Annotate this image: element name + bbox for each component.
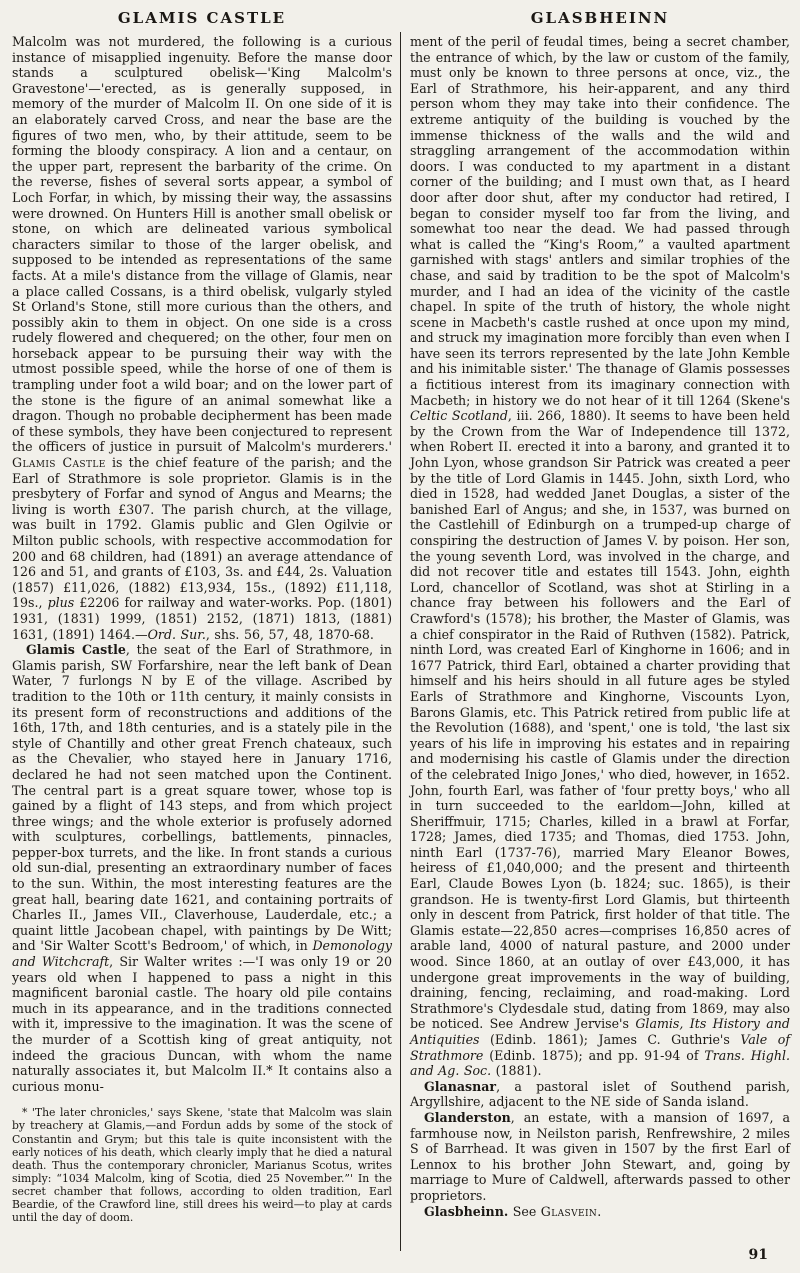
text-segment: , iii. 266, 1880). It seems to have been held by the Crown from the War of Independence till 1372, when Robert II. erected it into a barony, and granted it to John Lyon, whose grandson Sir Patrick was created a peer by the title of Lord Glamis in 1445. John, sixth Lord, who died in 1528, had wedded Janet Douglas, a sister of the banished Earl of Angus; and she, in 1537, was burned on the Castlehill of Edinburgh on a trumped-up charge of conspiring the destruction of James V. by poison. Her son, the young seventh Lord, was involved in the charge, and did not recover title and estates till 1543. John, eighth Lord, chancellor of Scotland, was shot at Stirling in a chance fray between his followers and the Earl of Crawford's (1578); his brother, the Master of Glamis, was a chief conspirator in the Raid of Ruthven (1582). Patrick, ninth Lord, was created Earl of Kinghorne in 1606; and in 1677 Patrick, third Earl, obtained a charter providing that himself and his heirs should in all future ages be styled Earls of Strathmore and Kinghorne, Viscounts Lyon, Barons Glamis, etc. This Patrick retired from public life at the Revolution (1688), and 'spent,' one is told, 'the last six years of his life in improving his estates and in repairing and modernising his castle of Glamis under the direction of the celebrated Inigo Jones,' who died, however, in 1652. John, fourth Earl, was father of 'four pretty boys,' who all in turn succeeded to the earldom—John, killed at Sheriffmuir, 1715; Charles, killed in a brawl at Forfar, 1728; James, died 1735; and Thomas, died 1753. John, ninth Earl (1737-76), married Mary Eleanor Bowes, heiress of £1,040,000; and the present and thirteenth Earl, Claude Bowes Lyon (b. 1824; suc. 1865), is their grandson. He is twenty-first Lord Glamis, but thirteenth only in descent from Patrick, first holder of that title. The Glamis estate—22,850 acres—comprises 16,850 acres of arable land, 4000 of natural pasture, and 2000 under wood. Since 1860, at an outlay of over £43,000, it has undergone great improvements in the way of building, draining, fencing, reclaiming, and road-making. Lord Strathmore's Clydesdale stud, dating from 1869, may also be noticed. See Andrew Jervise's xyxy=(410,408,791,1032)
footnote xyxy=(12,1106,392,1224)
text-segment: Glamis Castle xyxy=(26,642,126,658)
text-segment: plus xyxy=(47,595,75,611)
text-segment: (1881). xyxy=(491,1063,542,1079)
entry-glanderston xyxy=(410,1110,790,1204)
page-number: 91 xyxy=(748,1247,768,1263)
entry-glanasnar xyxy=(410,1079,790,1110)
text-segment: See xyxy=(508,1203,541,1219)
text-segment: , the seat of the Earl of Strathmore, in Glamis parish, SW Forfarshire, near the left bank of Dean Water, 7 furlongs N by E of the village. Ascribed by tradition to the 10th or 11th century, it mainly consists in its present form of reconstructions and additions of the 16th, 17th, and 18th centuries, and is a stately pile in the style of Chantilly and other great French chateaux, such as the Chevalier, who stayed here in January 1716, declared he had not seen matched upon the Continent. The central part is a great square tower, whose top is gained by a flight of 143 steps, and from which project three wings; and the whole exterior is profusely adorned with sculptures, corbellings, battlements, pinnacles, pepper-box turrets, and the like. In front stands a curious old sun-dial, presenting an extraordinary number of faces to the sun. Within, the most interesting features are the great hall, bearing date 1621, and containing portraits of Charles II., James VII., Claverhouse, Lauderdale, etc.; a quaint little Jacobean chapel, with paintings by De Witt; and 'Sir Walter Scott's Bedroom,' of which, in xyxy=(12,642,392,954)
right-column xyxy=(401,5,790,1273)
text-segment: . xyxy=(597,1203,602,1219)
entry-glasbheinn xyxy=(410,1204,790,1220)
text-segment: , Sir Walter writes :—'I was only 19 or 20 years old when I happened to pass a night in this magnificent baronial castle. The hoary old pile contains much in its appearance, and in the traditions connected with it, impressive to the imagination. It was the scene of the murder of a Scottish king of great antiquity, not indeed the gracious Duncan, with whom the name naturally associates it, but Malcolm II.* It contains also a curious monu- xyxy=(12,954,392,1094)
text-segment: Celtic Scotland xyxy=(410,408,508,424)
text-segment: Malcolm was not murdered, the following is a curious instance of misapplied ingenuity. Before the manse door stands a sculptured obelisk—'King Malcolm's Gravestone'—'erected, as is generally supposed, in memory of the murder of Malcolm II. On one side of it is an elaborately carved Cross, and near the base are the figures of two men, who, by their attitude, seem to be forming the bloody conspiracy. A lion and a centaur, on the upper part, represent the barbarity of the crime. On the reverse, fishes of several sorts appear, a symbol of Loch Forfar, in which, by missing their way, the assassins were drowned. On Hunters Hill is another small obelisk or stone, on which are delineated various symbolical characters similar to those of the larger obelisk, and supposed to be intended as representations of the same facts. At a mile's distance from the village of Glamis, near a place called Cossans, is a third obelisk, vulgarly styled St Orland's Stone, still more curious than the others, and possibly akin to them in object. On one side is a cross rudely flowered and chequered; on the other, four men on horseback appear to be pursuing their way with the utmost possible speed, while the horse of one of them is trampling under foot a wild boar; and on the lower part of the stone is the figure of an animal somewhat like a dragon. Though no probable decipherment has been made of these symbols, they have been conjectured to represent the officers of justice in pursuit of Malcolm's murderers.' xyxy=(12,34,392,455)
right-column-header: GLASBHEINN xyxy=(530,9,670,27)
text-segment: * 'The later chronicles,' says Skene, 'state that Malcolm was slain by treachery at Glamis,—and Fordun adds by some of the stock of Constantin and Grym; but this tale is quite inconsistent with the early notices of his death, which clearly imply that he died a natural death. Thus the contemporary chronicler, Marianus Scotus, writes simply: “1034 Malcolm, king of Scotia, died 25 November.”' In the secret chamber that follows, according to olden tradition, Earl Beardie, of the Crawford line, still drees his weird—to play at cards until the day of doom. xyxy=(12,1106,392,1225)
text-segment: Vale of Strathmore xyxy=(410,1032,790,1063)
paragraph-glamis-castle-entry xyxy=(12,642,392,1094)
text-segment: , an estate, with a mansion of 1697, a farmhouse now, in Neilston parish, Renfrewshire, 2 miles S of Barrhead. It was given in 1507 by the first Earl of Lennox to his brother John Stewart, and, going by marriage to Mure of Caldwell, afterwards passed to other proprietors. xyxy=(410,1109,790,1203)
text-segment: , a pastoral islet of Southend parish, Argyllshire, adjacent to the NE side of Sanda island. xyxy=(410,1078,790,1110)
text-segment: (Edinb. 1861); James C. Guthrie's xyxy=(479,1032,741,1047)
text-segment: Glasbheinn. xyxy=(424,1203,509,1219)
text-segment: Glanderston xyxy=(424,1109,511,1125)
text-segment: £2206 for railway and water-works. Pop. (1801) 1931, (1831) 1999, (1851) 2152, (1871) 1813, (1881) 1631, (1891) 1464.— xyxy=(12,595,392,642)
text-segment: Trans. Highl. and Ag. Soc. xyxy=(410,1047,790,1079)
text-segment: Glamis, Its History and Antiquities xyxy=(410,1016,790,1047)
left-column xyxy=(12,5,400,1273)
paragraph-glamis-castle-continuation xyxy=(12,34,392,642)
text-segment: ment of the peril of feudal times, being a secret chamber, the entrance of which, by the law or custom of the family, must only be known to three persons at once, viz., the Earl of Strathmore, his heir-apparent, and any third person whom they may take into their confidence. The extreme antiquity of the building is vouched by the immense thickness of the walls and the wild and straggling arrangement of the accommodation within doors. I was conducted to my apartment in a distant corner of the building; and I must own that, as I heard door after door shut, after my conductor had retired, I began to consider myself too far from the living, and somewhat too near the dead. We had passed through what is called the “King's Room,” a vaulted apartment garnished with stags' antlers and similar trophies of the chase, and said by tradition to be the spot of Malcolm's murder, and I had an idea of the vicinity of the castle chapel. In spite of the truth of history, the whole night scene in Macbeth's castle rushed at once upon my mind, and struck my imagination more forcibly than even when I have seen its terrors represented by the late John Kemble and his inimitable sister.' The thanage of Glamis possesses a fictitious interest from its imaginary connection with Macbeth; in history we do not hear of it till 1264 (Skene's xyxy=(410,34,790,408)
text-segment: Glamis Castle xyxy=(12,455,106,471)
paragraph-glasbheinn-continuation xyxy=(410,34,790,1079)
left-column-header: GLAMIS CASTLE xyxy=(117,9,287,27)
text-segment: (Edinb. 1875); and pp. 91-94 of xyxy=(483,1047,705,1063)
text-segment: Glasvein xyxy=(540,1203,598,1219)
text-segment: , shs. 56, 57, 48, 1870-68. xyxy=(205,626,374,642)
text-segment: is the chief feature of the parish; and the Earl of Strathmore is sole proprietor. Glamis is in the presbytery of Forfar and synod of Angus and Mearns; the living is worth £307. The parish church, at the village, was built in 1792. Glamis public and Glen Ogilvie or Milton public schools, with respective accommodation for 200 and 68 children, had (1891) an average attendance of 126 and 51, and grants of £103, 3s. and £44, 2s. Valuation (1857) £11,026, (1882) £13,934, 15s., (1892) £11,118, 19s., xyxy=(12,455,393,611)
text-segment: Glanasnar xyxy=(424,1078,497,1094)
text-segment: Demonology and Witchcraft xyxy=(12,938,392,970)
text-segment: Ord. Sur. xyxy=(147,626,206,642)
